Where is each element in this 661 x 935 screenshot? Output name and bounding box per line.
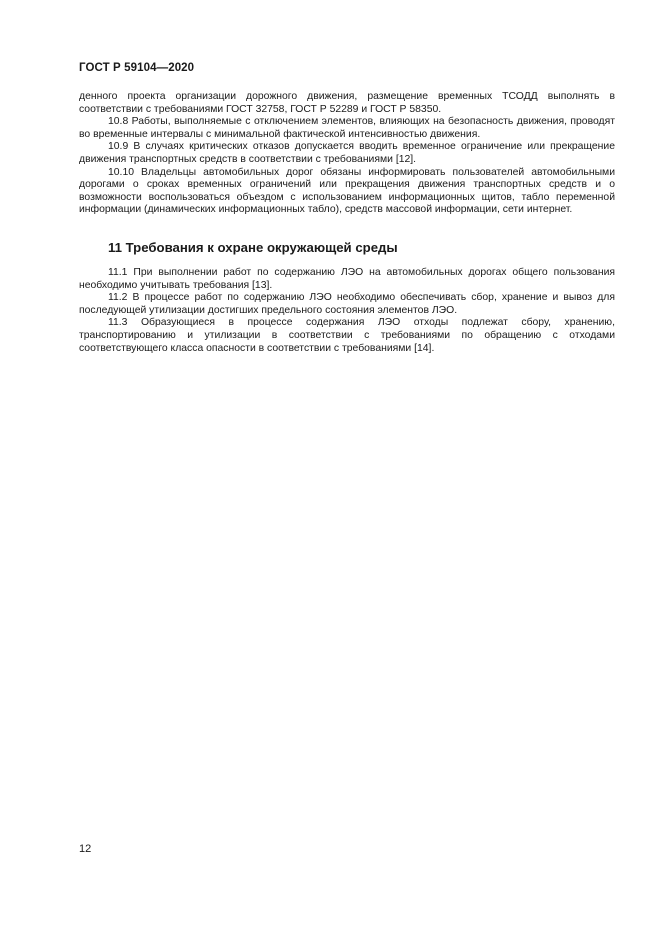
paragraph-11-1: 11.1 При выполнении работ по содержанию ЛЭО на автомобильных дорогах общего пользования необходимо учитывать требования [13].	[79, 267, 615, 291]
paragraph-11-3: 11.3 Образующиеся в процессе содержания ЛЭО отходы подлежат сбору, хранению, транспортированию и утилизации в соответствии с требованиями по обращению с отходами соответствующего класса опасности в соответствии с требованиями [14].	[79, 317, 615, 354]
running-header-standard-id: ГОСТ Р 59104—2020	[79, 62, 195, 74]
paragraph-10-7-continuation: денного проекта организации дорожного движения, размещение временных ТСОДД выполнять в соответствии с требованиями ГОСТ 32758, ГОСТ Р 52289 и ГОСТ Р 58350.	[79, 91, 615, 115]
paragraph-10-10: 10.10 Владельцы автомобильных дорог обязаны информировать пользователей автомобильными дорогами о сроках временных ограничений или прекращения движения транспортных средств и о возможности воспользоваться объездом с использованием информационных щитов, табло переменной информации (динамических информационных табло), средств массовой информации, сети интернет.	[79, 166, 615, 216]
paragraph-11-2: 11.2 В процессе работ по содержанию ЛЭО необходимо обеспечивать сбор, хранение и вывоз для последующей утилизации достигших предельного состояния элементов ЛЭО.	[79, 292, 615, 316]
paragraph-10-8: 10.8 Работы, выполняемые с отключением элементов, влияющих на безопасность движения, проводят во временные интервалы с минимальной фактической интенсивностью движения.	[79, 116, 615, 140]
section-11-heading: 11 Требования к охране окружающей среды	[108, 240, 398, 255]
paragraph-10-9: 10.9 В случаях критических отказов допускается вводить временное ограничение или прекращение движения транспортных средств в соответствии с требованиями [12].	[79, 141, 615, 165]
page-number: 12	[79, 843, 92, 855]
section-10-continuation	[79, 91, 615, 217]
section-11-body	[79, 267, 615, 355]
